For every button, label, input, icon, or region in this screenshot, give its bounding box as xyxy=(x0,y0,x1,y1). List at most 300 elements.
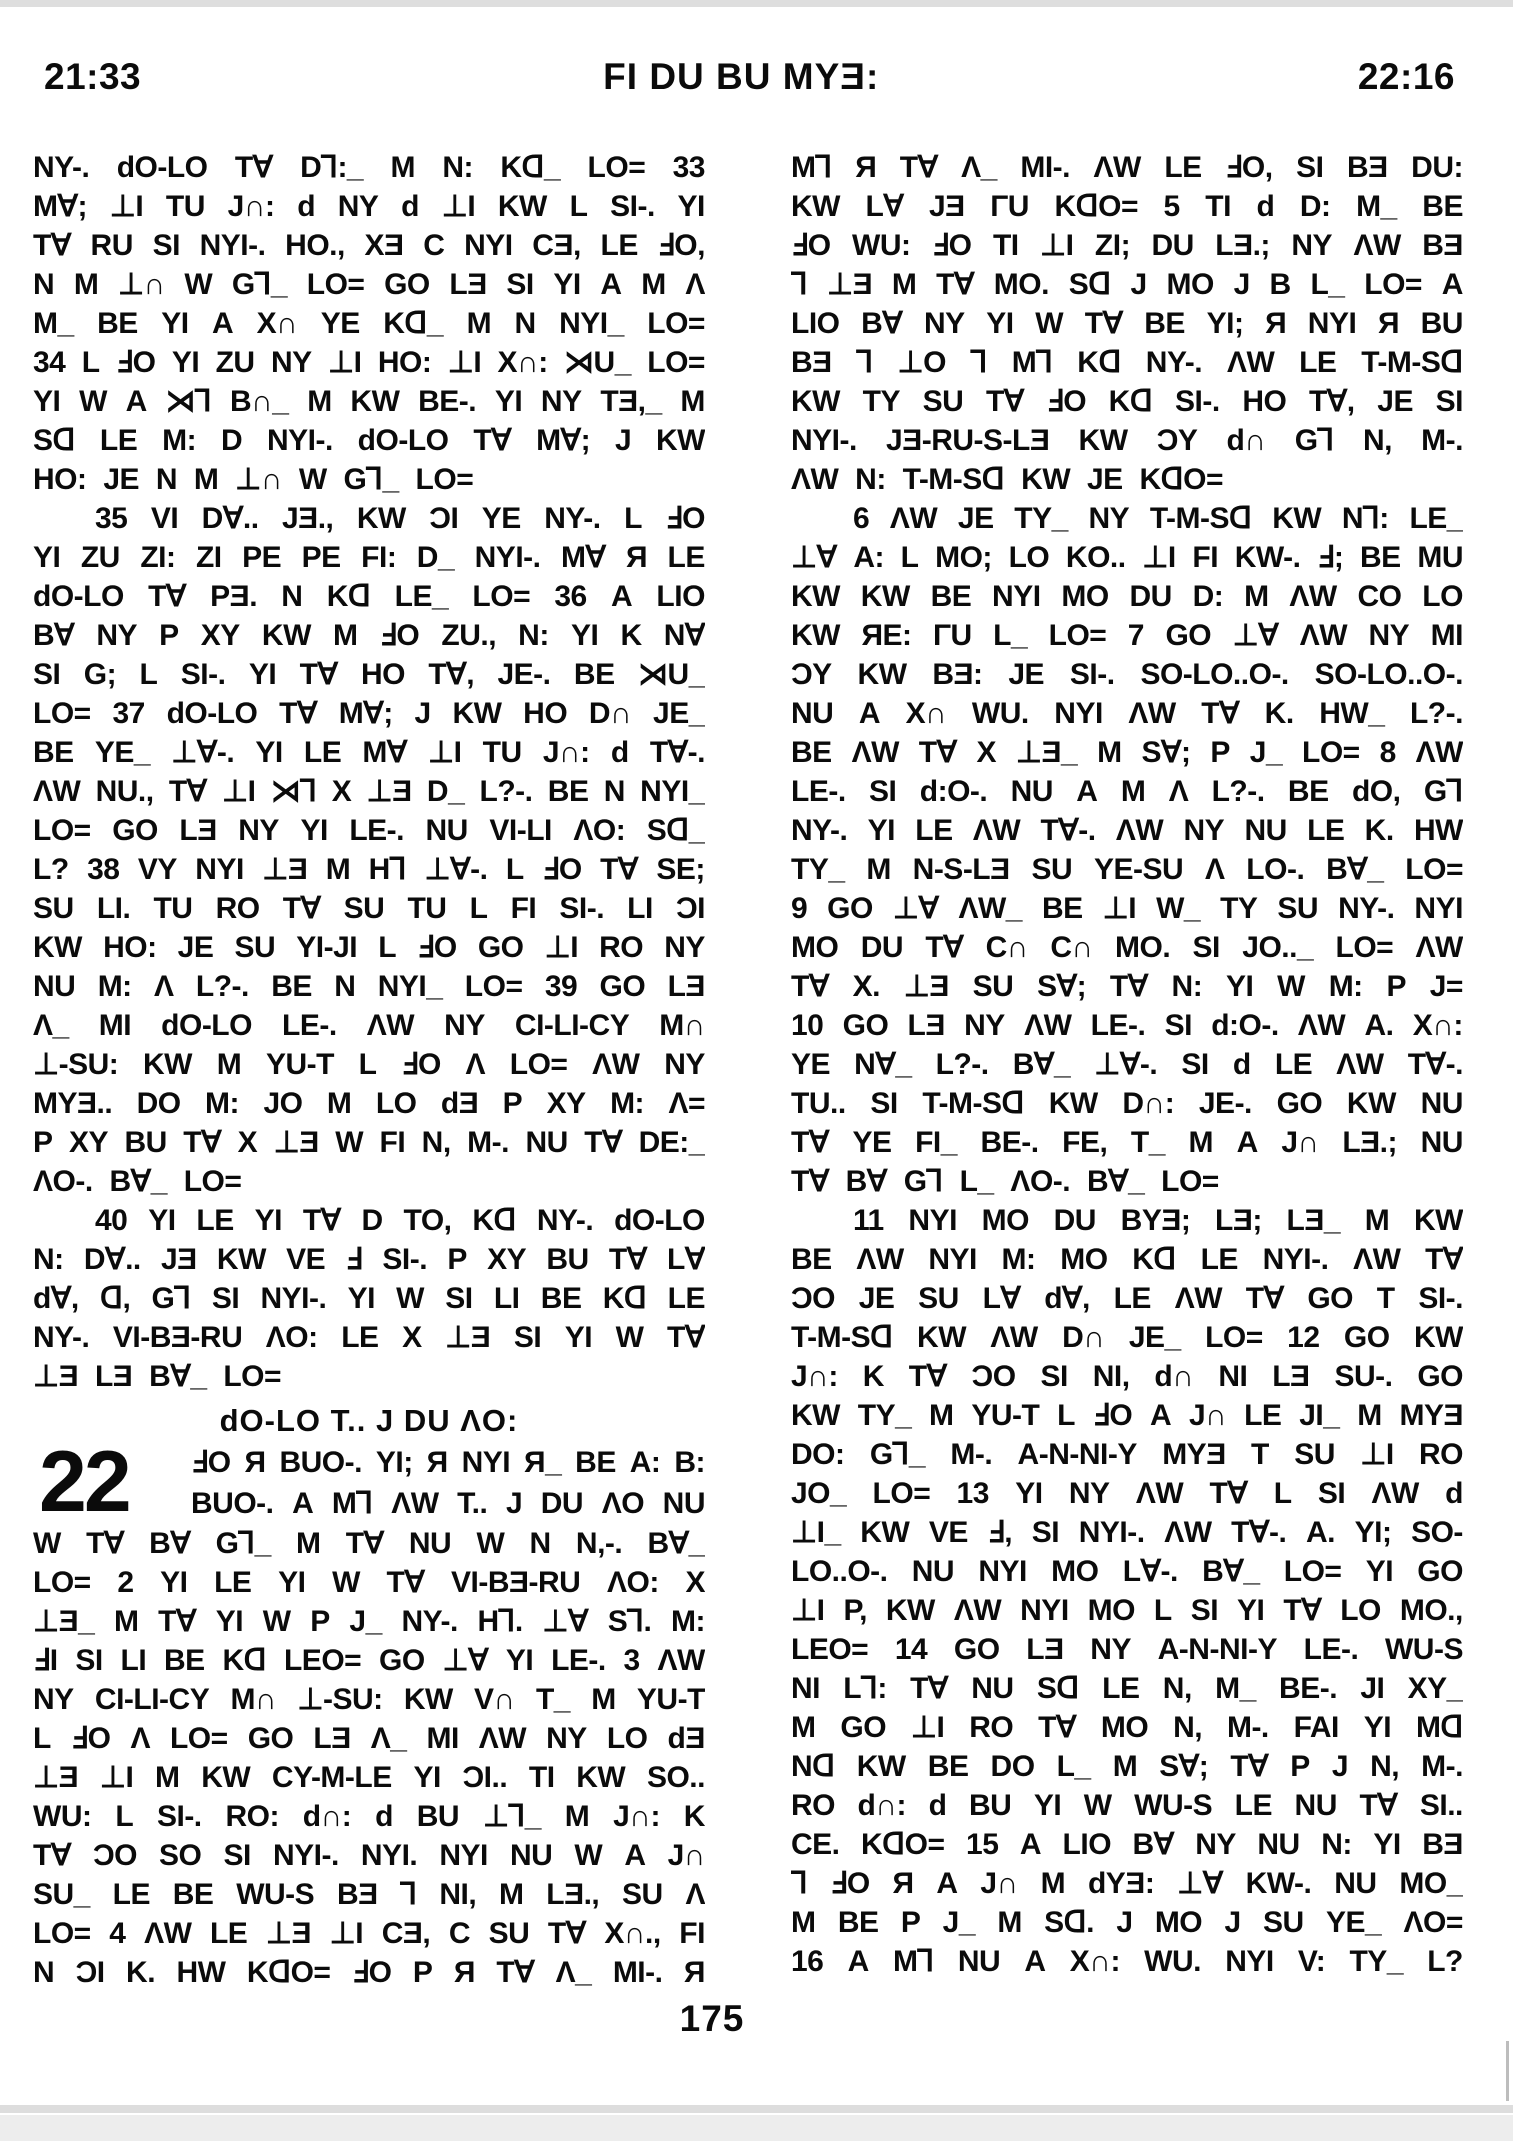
word: d∩: xyxy=(302,1799,352,1833)
word: ℲO xyxy=(1046,385,1087,418)
word: d xyxy=(928,1788,947,1822)
word: 4 xyxy=(109,1916,126,1950)
word: ΛW xyxy=(657,1643,705,1677)
word: T∀ xyxy=(908,1360,947,1393)
word: KW xyxy=(33,930,82,964)
word: RO xyxy=(1419,1437,1463,1471)
word: S∀; xyxy=(1037,970,1087,1003)
word: Kᗡ_ xyxy=(383,307,444,340)
word: A xyxy=(1076,774,1098,808)
word: Λ xyxy=(1168,774,1189,808)
word: T xyxy=(1251,1437,1269,1471)
word: LE xyxy=(214,1565,252,1599)
text-line: T∀ B∀ G⅂ L_ ΛO-. B∀_ LO= xyxy=(791,1165,1219,1198)
header-right-verse-ref: 22:16 xyxy=(1357,56,1455,97)
word: KW xyxy=(576,1760,626,1794)
word: L?-. xyxy=(1409,696,1463,730)
word: dO-LO xyxy=(166,696,258,730)
word: NY xyxy=(444,1008,485,1042)
word: d xyxy=(1445,1476,1463,1510)
word: ⊥∀ xyxy=(1177,1867,1223,1900)
word: KW-. xyxy=(1234,540,1301,574)
word: GO xyxy=(599,969,646,1003)
word: M xyxy=(680,384,705,418)
word: MO xyxy=(1087,1593,1135,1627)
word: CY-M-LE xyxy=(271,1760,392,1794)
word: M-. xyxy=(1421,1749,1463,1783)
word: Sᗡ xyxy=(1068,268,1111,301)
word: YU-T xyxy=(265,1047,334,1081)
word: DU: xyxy=(1411,150,1463,184)
word: SU xyxy=(1294,1437,1335,1471)
word: P xyxy=(447,1242,467,1276)
word: X∩: xyxy=(497,345,548,379)
page-title: FI DU BU MYƎ: xyxy=(603,56,880,97)
word: BE xyxy=(1359,540,1401,574)
word: C xyxy=(448,1916,471,1950)
word: A xyxy=(600,267,622,301)
word: N, xyxy=(1362,423,1392,457)
word: KW xyxy=(1413,1203,1463,1237)
word: M_ xyxy=(33,306,74,340)
word: ℲO xyxy=(115,346,156,379)
word: A: xyxy=(629,1445,661,1479)
text-line xyxy=(33,226,705,265)
word: T∀ xyxy=(345,1527,384,1560)
word: YI xyxy=(215,1604,244,1638)
word: 35 xyxy=(95,501,128,535)
word: LƎ xyxy=(313,1721,351,1755)
word: BE xyxy=(33,735,74,769)
word: M xyxy=(73,267,99,301)
word: VE xyxy=(286,1242,326,1276)
word: ⊥I_ xyxy=(791,1516,841,1549)
word: ⋊U_ xyxy=(564,346,631,379)
word: T∀ xyxy=(299,658,338,691)
word: ΛW xyxy=(953,1593,1002,1627)
word: T.. xyxy=(457,1486,488,1520)
word: A. xyxy=(1364,1008,1394,1042)
text-line xyxy=(791,1006,1463,1045)
word: ƆI.. xyxy=(462,1760,508,1794)
word: T∀ xyxy=(282,892,321,925)
word: JO xyxy=(263,1086,303,1120)
word: SI xyxy=(870,1086,898,1120)
word: X∩., xyxy=(604,1916,661,1950)
word: N: xyxy=(1171,969,1203,1003)
word: NU xyxy=(408,1526,452,1560)
word: LƎ xyxy=(1272,1359,1310,1393)
word: LE-. xyxy=(791,774,846,808)
word: S⅂. xyxy=(607,1605,652,1638)
text-line xyxy=(791,967,1463,1006)
word: YI xyxy=(677,189,705,223)
text-line xyxy=(33,1680,705,1719)
word: ⊥Ǝ xyxy=(33,1761,79,1794)
text-line xyxy=(791,1942,1463,1981)
word: SI-. xyxy=(180,657,226,691)
word: LE xyxy=(1299,345,1337,379)
word: MO xyxy=(1051,1554,1099,1588)
word: BƎ xyxy=(1422,228,1463,262)
word: D⅂:_ xyxy=(300,151,364,184)
word: T∀ xyxy=(1084,307,1123,340)
word: NYI xyxy=(464,228,513,262)
word: LE_ xyxy=(394,579,449,613)
word: T_ xyxy=(1130,1125,1165,1159)
word: LO= xyxy=(169,1721,228,1755)
word: T∀ xyxy=(1359,1789,1398,1822)
word: L xyxy=(1273,1476,1292,1510)
word: LI. xyxy=(96,891,131,925)
word: PE xyxy=(301,540,341,574)
word: SO-LO..O-. xyxy=(1140,657,1289,691)
word: NY xyxy=(664,1047,705,1081)
word: WU-S xyxy=(1134,1788,1213,1822)
word: SU_ xyxy=(33,1877,90,1911)
word: JE xyxy=(957,501,994,535)
word: HW xyxy=(176,1955,226,1989)
word: NY xyxy=(923,306,965,340)
word: YI xyxy=(1365,1554,1394,1588)
word: L xyxy=(1153,1593,1172,1627)
word: M xyxy=(929,1398,954,1432)
word: B∀_ xyxy=(1202,1555,1260,1588)
word: D∩ xyxy=(588,696,632,730)
word: TY_ xyxy=(857,1398,912,1432)
text-line xyxy=(33,304,705,343)
word: T∀ xyxy=(1038,1711,1076,1744)
word: ⊥I xyxy=(328,346,362,379)
word: JO_ xyxy=(791,1476,847,1510)
word: d∩: xyxy=(857,1788,907,1822)
word: LO xyxy=(1340,1593,1381,1627)
word: T-M-Sᗡ xyxy=(1149,502,1252,535)
word: KW xyxy=(356,501,406,535)
text-line xyxy=(791,928,1463,967)
word: Kᗡ xyxy=(1108,385,1153,418)
section-heading: dO-LO T.. J DU ΛO: xyxy=(219,1403,519,1438)
word: ⊥O xyxy=(897,346,946,379)
word: ⊥-SU: xyxy=(33,1048,119,1081)
word: N xyxy=(603,774,625,808)
text-line xyxy=(791,1903,1463,1942)
word: KW xyxy=(857,657,907,691)
word: Ⅎ, xyxy=(987,1516,1013,1549)
text-line xyxy=(791,1240,1463,1279)
word: T∀ xyxy=(791,1126,829,1159)
word: NYI_ xyxy=(640,774,705,808)
word: J xyxy=(1331,1749,1349,1783)
word: NU xyxy=(1244,813,1287,847)
word: ⊥Ǝ xyxy=(903,970,949,1003)
word: JE xyxy=(1377,384,1413,418)
word: BE-. xyxy=(980,1125,1039,1159)
word: D xyxy=(361,1203,383,1237)
word: ⊥I xyxy=(441,190,476,223)
word: BU xyxy=(1420,306,1463,340)
text-line xyxy=(791,265,1463,304)
text-line xyxy=(791,1669,1463,1708)
word: ⊥I xyxy=(99,1761,134,1794)
word: LE xyxy=(196,1203,234,1237)
word: SI xyxy=(211,1281,240,1315)
word: SU xyxy=(343,891,385,925)
word: ΛO: xyxy=(573,813,626,847)
word: ƆY xyxy=(791,657,832,691)
word: RO xyxy=(599,930,644,964)
word: A xyxy=(936,1866,958,1900)
text-line xyxy=(33,343,705,382)
word: HO., xyxy=(285,228,345,262)
word: N⅂: xyxy=(1341,502,1389,535)
word: SU-. xyxy=(1334,1359,1393,1393)
word: LƎ xyxy=(667,969,705,1003)
word: LO= xyxy=(1302,735,1360,769)
word: d∩ xyxy=(1154,1359,1194,1393)
word: RO xyxy=(215,891,260,925)
word: P, xyxy=(843,1593,867,1627)
text-line xyxy=(33,1279,705,1318)
word: Λ_ xyxy=(961,150,997,184)
word: LE xyxy=(667,540,705,574)
word: L? xyxy=(33,852,69,886)
word: L?-. xyxy=(195,969,249,1003)
word: BE xyxy=(547,774,589,808)
word: T∀-. xyxy=(1407,1048,1463,1081)
word: SU xyxy=(1262,1905,1304,1939)
word: RO xyxy=(791,1788,835,1822)
word: N∀ xyxy=(663,619,705,652)
word: FI xyxy=(1192,540,1219,574)
text-line xyxy=(791,499,1463,538)
word: dO-LO xyxy=(33,579,124,613)
word: DO xyxy=(990,1749,1035,1783)
word: BƎ xyxy=(791,345,832,379)
word: M⅂ xyxy=(331,1487,373,1520)
word: DU xyxy=(860,930,904,964)
word: NY xyxy=(1068,1476,1110,1510)
text-line xyxy=(33,616,705,655)
word: SU xyxy=(234,930,276,964)
word: NY-. xyxy=(1145,345,1203,379)
word: d∀, xyxy=(1044,1282,1090,1315)
word: ΛO= xyxy=(1403,1905,1463,1939)
word: BE xyxy=(97,306,138,340)
word: NYI xyxy=(439,1838,488,1872)
word: 7 xyxy=(1127,618,1144,652)
word: YU-T xyxy=(971,1398,1040,1432)
word: NY-. xyxy=(536,1203,594,1237)
word: 38 xyxy=(87,852,120,886)
word: ℲO xyxy=(1092,1399,1133,1432)
word: T∀ xyxy=(168,775,207,808)
text-line xyxy=(791,1591,1463,1630)
word: LE xyxy=(99,423,138,457)
word: 5 xyxy=(1163,189,1180,223)
word: SO xyxy=(159,1838,202,1872)
text-line xyxy=(33,187,705,226)
word: YI xyxy=(33,384,61,418)
word: PE xyxy=(242,540,282,574)
word: M∀ xyxy=(560,541,606,574)
word: SI-. xyxy=(559,891,605,925)
word: J xyxy=(505,1486,523,1520)
word: P xyxy=(412,1955,433,1989)
word: A xyxy=(1019,1827,1042,1861)
word: ⊥I xyxy=(109,190,144,223)
word: T_ xyxy=(535,1682,570,1716)
word: SI xyxy=(1181,1047,1209,1081)
word: LE xyxy=(1274,1047,1313,1081)
word: LO= xyxy=(464,969,523,1003)
word: YI xyxy=(254,1203,282,1237)
word: YE xyxy=(791,1047,831,1081)
word: dO-LO xyxy=(357,423,449,457)
word: Kᗡ xyxy=(602,1282,647,1315)
word: ⊥∀-. xyxy=(1094,1048,1158,1081)
word: NI xyxy=(1218,1359,1248,1393)
word: YI xyxy=(505,1643,534,1677)
word: WU-S xyxy=(1384,1632,1463,1666)
word: P xyxy=(1210,735,1230,769)
word: MO. xyxy=(1115,930,1171,964)
word: N xyxy=(514,306,536,340)
word: JE-. xyxy=(1198,1086,1252,1120)
word: A xyxy=(1024,1944,1046,1978)
text-line xyxy=(191,1483,705,1524)
word: Я xyxy=(426,1445,448,1479)
word: M xyxy=(390,150,415,184)
word: T∀ xyxy=(667,1321,705,1354)
word: ΛW xyxy=(1415,930,1463,964)
word: M xyxy=(325,852,351,886)
word: ΛW xyxy=(391,1486,439,1520)
word: VE xyxy=(928,1515,968,1549)
text-line xyxy=(791,655,1463,694)
word: N xyxy=(529,1526,551,1560)
word: CI-LI-CY xyxy=(94,1682,210,1716)
word: KW xyxy=(860,579,910,613)
word: BE xyxy=(540,1281,582,1315)
word: ΛW xyxy=(1299,618,1348,652)
word: L_ xyxy=(1310,267,1345,301)
word: ⊥Ǝ xyxy=(262,853,308,886)
word: B∀_ xyxy=(647,1527,705,1560)
word: NYI xyxy=(1225,1944,1274,1978)
word: J_ xyxy=(349,1604,382,1638)
word: LE xyxy=(1164,150,1202,184)
text-line xyxy=(33,1602,705,1641)
word: B∀_ xyxy=(1326,853,1384,886)
word: M: xyxy=(162,423,197,457)
word: M: xyxy=(670,1604,705,1638)
text-line xyxy=(791,1279,1463,1318)
word: NYI xyxy=(461,1445,511,1479)
word: Mᗡ xyxy=(1415,1711,1463,1744)
word: ΛW xyxy=(1174,1281,1223,1315)
word: S∀; xyxy=(1141,736,1191,769)
word: L xyxy=(139,657,158,691)
word: K xyxy=(683,1799,705,1833)
word: dƎ xyxy=(440,1086,479,1120)
word: SU xyxy=(972,969,1014,1003)
word: NY-. xyxy=(791,813,848,847)
word: LE xyxy=(1307,813,1345,847)
word: G⅂ xyxy=(1423,775,1463,808)
text-line xyxy=(791,187,1463,226)
word: LE xyxy=(1102,1671,1140,1705)
word: DU xyxy=(1129,579,1172,613)
word: ⊥Ǝ_ xyxy=(1015,736,1078,769)
word: NU xyxy=(33,969,76,1003)
word: B∀ xyxy=(861,307,903,340)
word: T∀-. xyxy=(1040,814,1096,847)
word: DU xyxy=(540,1486,584,1520)
word: KW xyxy=(856,1749,906,1783)
word: X xyxy=(237,1125,258,1159)
word: SI xyxy=(1296,150,1324,184)
word: NU xyxy=(1334,1866,1377,1900)
word: T∀ xyxy=(86,1527,124,1560)
chapter-number: 22 xyxy=(39,1434,129,1530)
word: A-N-NI-Y xyxy=(1157,1632,1277,1666)
word: MI-. xyxy=(612,1955,663,1989)
word: W xyxy=(33,1526,61,1560)
text-line xyxy=(791,148,1463,187)
word: NY xyxy=(1090,1632,1131,1666)
word: ΛW xyxy=(1128,696,1176,730)
word: TƎ,_ xyxy=(600,384,662,418)
word: SI xyxy=(75,1643,103,1677)
word: FI xyxy=(510,891,537,925)
word: N xyxy=(33,1955,55,1989)
word: T∀ xyxy=(33,229,71,262)
word: LI xyxy=(120,1643,147,1677)
text-line xyxy=(33,1797,705,1836)
word: A xyxy=(125,384,147,418)
word: MYƎ.. xyxy=(33,1086,113,1120)
word: ⊥Ǝ xyxy=(445,1321,491,1354)
word: SI xyxy=(1164,1008,1192,1042)
word: M: xyxy=(1001,1242,1036,1276)
word: N, xyxy=(1370,1749,1400,1783)
word: 37 xyxy=(112,696,145,730)
word: SI xyxy=(1317,1476,1346,1510)
word: BE xyxy=(791,735,832,769)
word: Λ xyxy=(465,1047,486,1081)
word: KW xyxy=(885,1593,935,1627)
word: YI xyxy=(255,735,283,769)
word: Я xyxy=(855,150,877,184)
word: YI; xyxy=(1206,306,1244,340)
word: L xyxy=(624,501,642,535)
word: LEO= xyxy=(791,1632,869,1666)
word: NU xyxy=(971,1671,1014,1705)
word: YI xyxy=(1015,1476,1043,1510)
word: SI-. xyxy=(1175,384,1220,418)
word: 40 xyxy=(95,1203,128,1237)
word: GO xyxy=(1417,1554,1463,1588)
word: LO= xyxy=(1048,618,1107,652)
word: K. xyxy=(1364,813,1394,847)
word: B∀ xyxy=(1132,1828,1174,1861)
word: Λ xyxy=(685,267,705,301)
word: BUO-. xyxy=(191,1486,274,1520)
word: d:O-. xyxy=(919,774,988,808)
word: 3 xyxy=(623,1643,640,1677)
word: L xyxy=(1057,1398,1075,1432)
